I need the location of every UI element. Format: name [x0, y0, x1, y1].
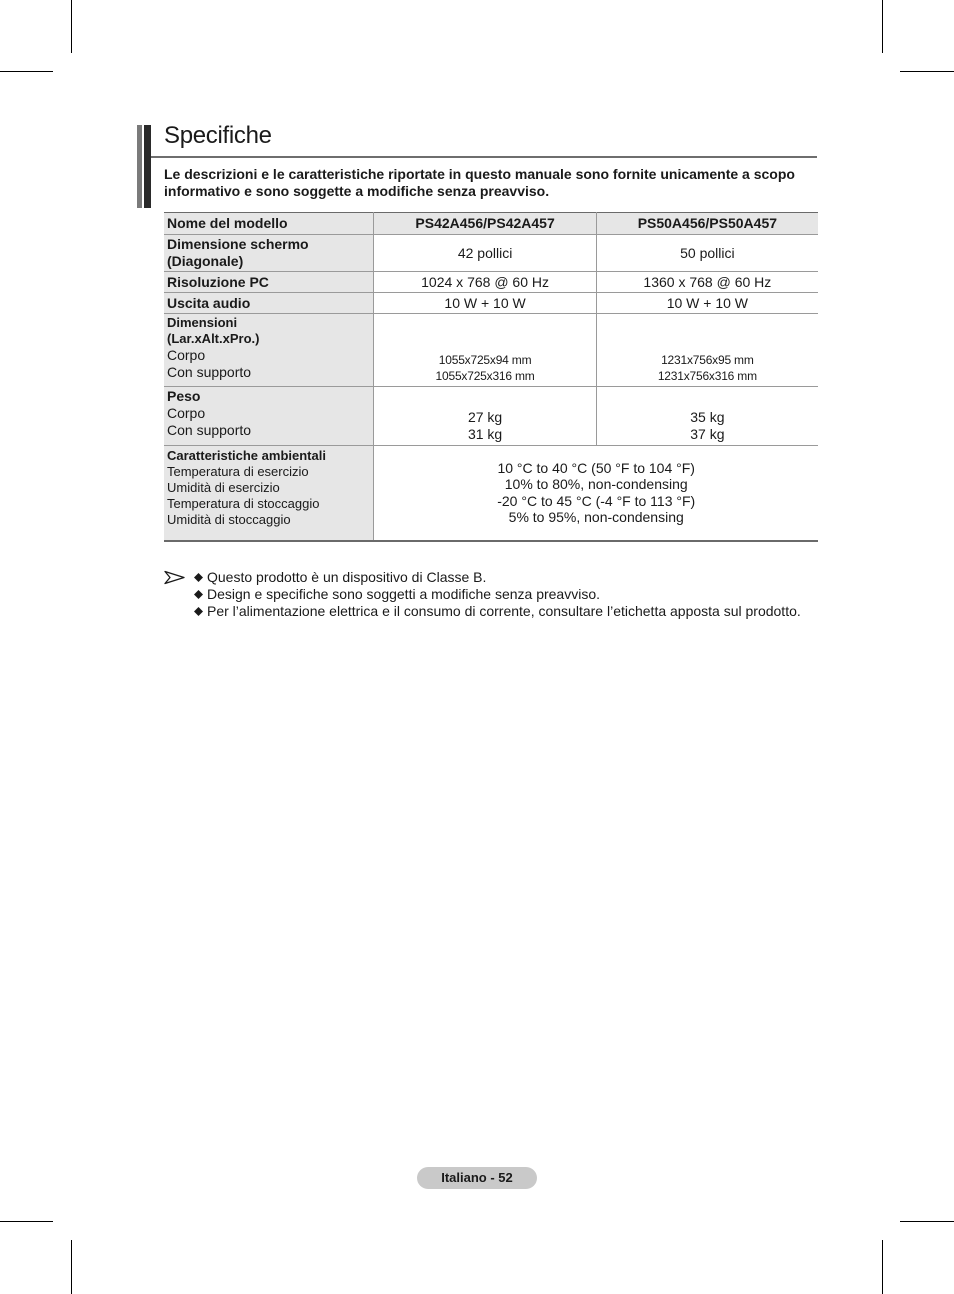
crop-mark: [71, 1240, 72, 1294]
weight-model-1: [374, 387, 596, 446]
crop-mark: [882, 1240, 883, 1294]
table-row: [164, 293, 818, 314]
title-accent-bar: [144, 125, 151, 208]
weight-model-2-stand: 37 kg: [690, 426, 725, 442]
note-text: Per l’alimentazione elettrica e il consumo di corrente, consultare l’etichetta apposta sul prodotto.: [207, 603, 801, 619]
dimensions-sub-stand: Con supporto: [167, 364, 252, 380]
crop-mark: [0, 1221, 53, 1222]
environment-sub-storage-temp: Temperatura di stoccaggio: [167, 496, 320, 511]
screen-model-1: 42 pollici: [374, 235, 596, 272]
page-title: Specifiche: [164, 122, 272, 149]
audio-model-2: 10 W + 10 W: [596, 293, 818, 314]
environment-sub-op-humidity: Umidità di esercizio: [167, 480, 280, 495]
environment-values: [374, 446, 818, 541]
dimensions-label-line1: Dimensioni: [167, 315, 238, 330]
weight-model-2-body: 35 kg: [690, 409, 725, 425]
dimensions-model-2-body: 1231x756x95 mm: [661, 353, 754, 367]
note-text: Questo prodotto è un dispositivo di Classe B.: [207, 569, 487, 585]
dimensions-model-1-stand: 1055x725x316 mm: [435, 369, 535, 383]
note-text: Design e specifiche sono soggetti a modifiche senza preavviso.: [207, 586, 600, 602]
crop-mark: [900, 1221, 954, 1222]
list-item: [193, 586, 801, 603]
weight-model-1-body: 27 kg: [467, 409, 503, 425]
arrow-right-icon: [164, 569, 186, 586]
environment-sub-op-temp: Temperatura di esercizio: [167, 464, 309, 479]
table-row: [164, 314, 818, 387]
row-label: [164, 235, 374, 272]
dimensions-model-2-stand: 1231x756x316 mm: [657, 369, 757, 383]
notes-list: [193, 569, 801, 620]
table-row: [164, 387, 818, 446]
environment-sub-storage-humidity: Umidità di stoccaggio: [167, 512, 291, 527]
header-model-2: PS50A456/PS50A457: [596, 213, 818, 235]
weight-model-1-stand: 31 kg: [467, 426, 503, 442]
header-model-1: PS42A456/PS42A457: [374, 213, 596, 235]
weight-label-title: Peso: [167, 388, 201, 404]
table-row: [164, 272, 818, 293]
environment-label-title: Caratteristiche ambientali: [167, 448, 326, 463]
table-row: [164, 235, 818, 272]
dimensions-model-2: [596, 314, 818, 387]
diamond-bullet-icon: [194, 573, 203, 582]
screen-model-2: 50 pollici: [596, 235, 818, 272]
audio-model-1: 10 W + 10 W: [374, 293, 596, 314]
header-label: Nome del modello: [164, 213, 374, 235]
resolution-model-1: 1024 x 768 @ 60 Hz: [374, 272, 596, 293]
dimensions-label-line2: (Lar.xAlt.xPro.): [167, 331, 260, 346]
crop-mark: [0, 71, 53, 72]
screen-label-line1: Dimensione schermo: [167, 236, 309, 252]
dimensions-label: [164, 314, 374, 387]
weight-model-2: [596, 387, 818, 446]
diamond-bullet-icon: [194, 607, 203, 616]
page-number-badge: Italiano - 52: [417, 1167, 537, 1189]
environment-val-op-humidity: 10% to 80%, non-condensing: [504, 476, 688, 493]
dimensions-sub-body: Corpo: [167, 347, 206, 363]
environment-label: [164, 446, 374, 541]
resolution-model-2: 1360 x 768 @ 60 Hz: [596, 272, 818, 293]
weight-sub-body: Corpo: [167, 405, 206, 421]
list-item: [193, 569, 801, 586]
environment-val-op-temp: 10 °C to 40 °C (50 °F to 104 °F): [497, 459, 695, 476]
weight-sub-stand: Con supporto: [167, 422, 252, 438]
dimensions-model-1: [374, 314, 596, 387]
diamond-bullet-icon: [194, 590, 203, 599]
environment-val-storage-humidity: 5% to 95%, non-condensing: [508, 509, 684, 526]
crop-mark: [71, 0, 72, 53]
screen-label-line2: (Diagonale): [167, 253, 244, 269]
crop-mark: [900, 71, 954, 72]
intro-text: Le descrizioni e le caratteristiche riportate in questo manuale sono fornite unicamente a scopo informativo e sono soggette a modifiche senza preavviso.: [164, 166, 795, 199]
environment-val-storage-temp: -20 °C to 45 °C (-4 °F to 113 °F): [497, 492, 696, 509]
table-header-row: [164, 213, 818, 235]
resolution-label: Risoluzione PC: [164, 272, 374, 293]
dimensions-model-1-body: 1055x725x94 mm: [438, 353, 532, 367]
crop-mark: [882, 0, 883, 53]
list-item: [193, 603, 801, 620]
table-row: [164, 446, 818, 541]
audio-label: Uscita audio: [164, 293, 374, 314]
specifications-table: [164, 212, 818, 542]
title-divider: [151, 156, 817, 158]
weight-label: [164, 387, 374, 446]
title-accent-bar: [137, 125, 142, 208]
